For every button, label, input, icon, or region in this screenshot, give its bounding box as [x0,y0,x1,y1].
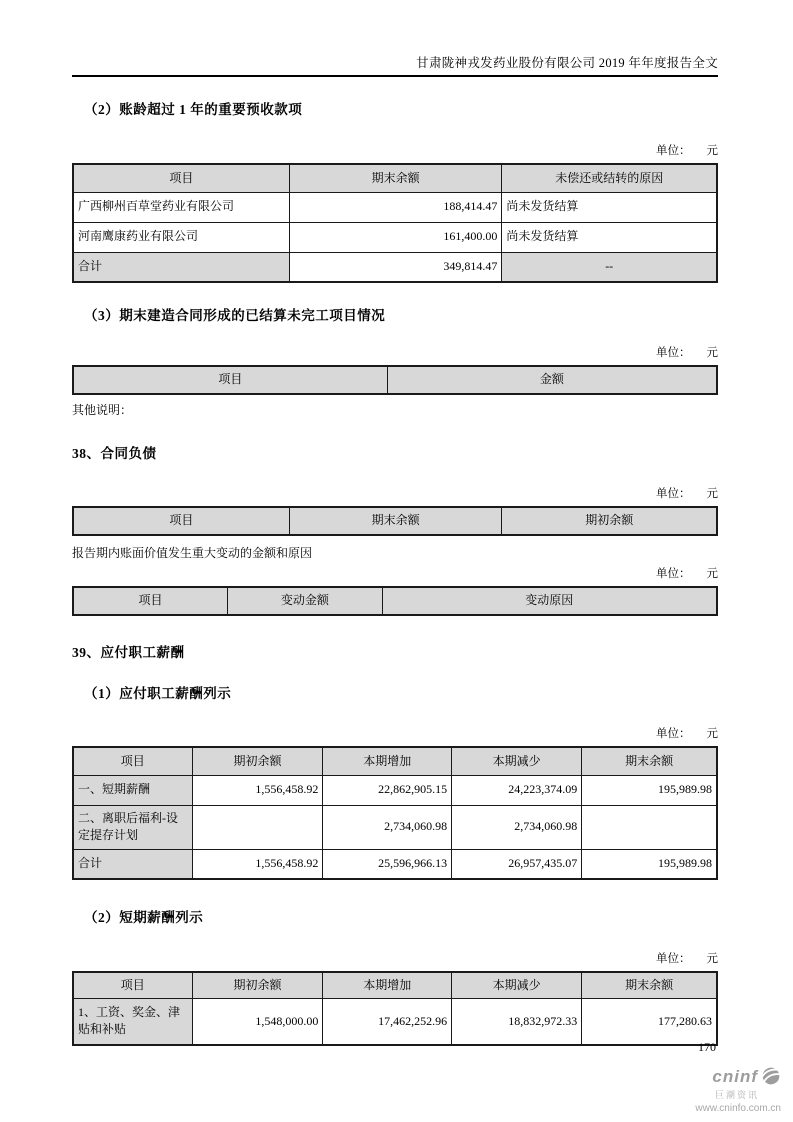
contract-liabilities-change-table [72,586,718,616]
table-cell: 尚未发货结算 [502,192,717,222]
table-cell: 195,989.98 [582,775,717,805]
cninfo-logo-top [712,1066,781,1091]
section-heading-payroll: 39、应付职工薪酬 [72,645,185,660]
table-header-row [73,972,717,998]
table-total-row [73,252,717,282]
col-header-increase: 本期增加 [323,747,452,775]
section-heading-construction: （3）期末建造合同形成的已结算未完工项目情况 [84,308,386,323]
unit-value: 元 [706,488,718,500]
unit-label-text: 单位： [656,568,691,580]
table-cell: 广西柳州百草堂药业有限公司 [73,192,289,222]
cninfo-logo [695,1066,781,1114]
col-header-ending-balance: 期末余额 [582,747,717,775]
table-cell [582,805,717,849]
table-cell: 2,734,060.98 [323,805,452,849]
subsection-heading-payroll-list: （1）应付职工薪酬列示 [84,686,232,701]
unit-label [72,565,718,581]
table-cell: 177,280.63 [582,998,717,1045]
table-cell: 195,989.98 [582,849,717,879]
col-header-change-amount: 变动金额 [228,587,383,615]
table-header-row [73,507,717,535]
cninfo-chinese-name: 巨潮资讯 [714,1090,759,1101]
unit-label-text: 单位： [656,728,691,740]
col-header-ending-balance: 期末余额 [289,507,502,535]
table-cell: 1,548,000.00 [192,998,323,1045]
contract-liabilities-balance-table [72,506,718,536]
page-number: 170 [698,1040,716,1054]
table-cell: 一、短期薪酬 [73,775,192,805]
col-header-item: 项目 [73,366,387,394]
table-cell: 1,556,458.92 [192,775,323,805]
table-row [73,192,717,222]
prepayments-table [72,163,718,283]
unit-label-text: 单位： [656,488,691,500]
payroll-table [72,746,718,880]
unit-value: 元 [706,728,718,740]
col-header-ending-balance: 期末余额 [289,164,502,192]
table-row [73,222,717,252]
unit-label [72,950,718,966]
unit-label [72,344,718,360]
table-cell: 合计 [73,849,192,879]
table-header-row [73,164,717,192]
section-heading-prepayments: （2）账龄超过 1 年的重要预收款项 [84,102,303,117]
table-cell: 18,832,972.33 [452,998,582,1045]
col-header-decrease: 本期减少 [452,972,582,998]
unit-label [72,485,718,501]
col-header-item: 项目 [73,507,289,535]
col-header-item: 项目 [73,747,192,775]
col-header-ending-balance: 期末余额 [582,972,717,998]
unit-value: 元 [706,568,718,580]
unit-label [72,142,718,158]
table-cell: 1,556,458.92 [192,849,323,879]
col-header-increase: 本期增加 [323,972,452,998]
table-cell: 25,596,966.13 [323,849,452,879]
other-note: 其他说明： [72,403,133,417]
table-row [73,775,717,805]
table-cell [192,805,323,849]
col-header-reason: 未偿还或结转的原因 [502,164,717,192]
cninfo-brand-text: cninf [712,1067,758,1087]
unit-label-text: 单位： [656,347,691,359]
section-heading-contract-liabilities: 38、合同负债 [72,446,157,461]
unit-label-text: 单位： [656,953,691,965]
table-cell: 河南鹰康药业有限公司 [73,222,289,252]
col-header-amount: 金额 [387,366,717,394]
col-header-beginning-balance: 期初余额 [192,972,323,998]
col-header-beginning-balance: 期初余额 [502,507,717,535]
table-cell: 22,862,905.15 [323,775,452,805]
table-cell: 1、工资、奖金、津贴和补贴 [73,998,192,1045]
unit-label [72,725,718,741]
table-cell: -- [502,252,717,282]
subsection-heading-short-term-pay: （2）短期薪酬列示 [84,910,204,925]
table-cell: 26,957,435.07 [452,849,582,879]
table-cell: 17,462,252.96 [323,998,452,1045]
table-cell: 二、离职后福利-设定提存计划 [73,805,192,849]
table-cell: 161,400.00 [289,222,502,252]
col-header-change-reason: 变动原因 [382,587,717,615]
table-cell: 2,734,060.98 [452,805,582,849]
col-header-item: 项目 [73,972,192,998]
table-header-row [73,587,717,615]
page-content [72,0,718,1046]
unit-value: 元 [706,347,718,359]
col-header-item: 项目 [73,587,228,615]
cninfo-swirl-icon [761,1066,781,1091]
unit-label-text: 单位： [656,145,691,157]
table-cell: 188,414.47 [289,192,502,222]
table-total-row [73,849,717,879]
report-header-title: 甘肃陇神戎发药业股份有限公司 2019 年年度报告全文 [72,0,718,77]
short-term-pay-table [72,971,718,1046]
construction-table [72,365,718,395]
table-cell: 尚未发货结算 [502,222,717,252]
col-header-beginning-balance: 期初余额 [192,747,323,775]
change-note: 报告期内账面价值发生重大变动的金额和原因 [72,546,313,560]
table-cell: 24,223,374.09 [452,775,582,805]
table-row [73,998,717,1045]
table-cell: 349,814.47 [289,252,502,282]
table-row [73,805,717,849]
col-header-item: 项目 [73,164,289,192]
unit-value: 元 [706,145,718,157]
table-header-row [73,366,717,394]
col-header-decrease: 本期减少 [452,747,582,775]
unit-value: 元 [706,953,718,965]
table-header-row [73,747,717,775]
table-cell: 合计 [73,252,289,282]
cninfo-url: www.cninfo.com.cn [695,1103,781,1114]
